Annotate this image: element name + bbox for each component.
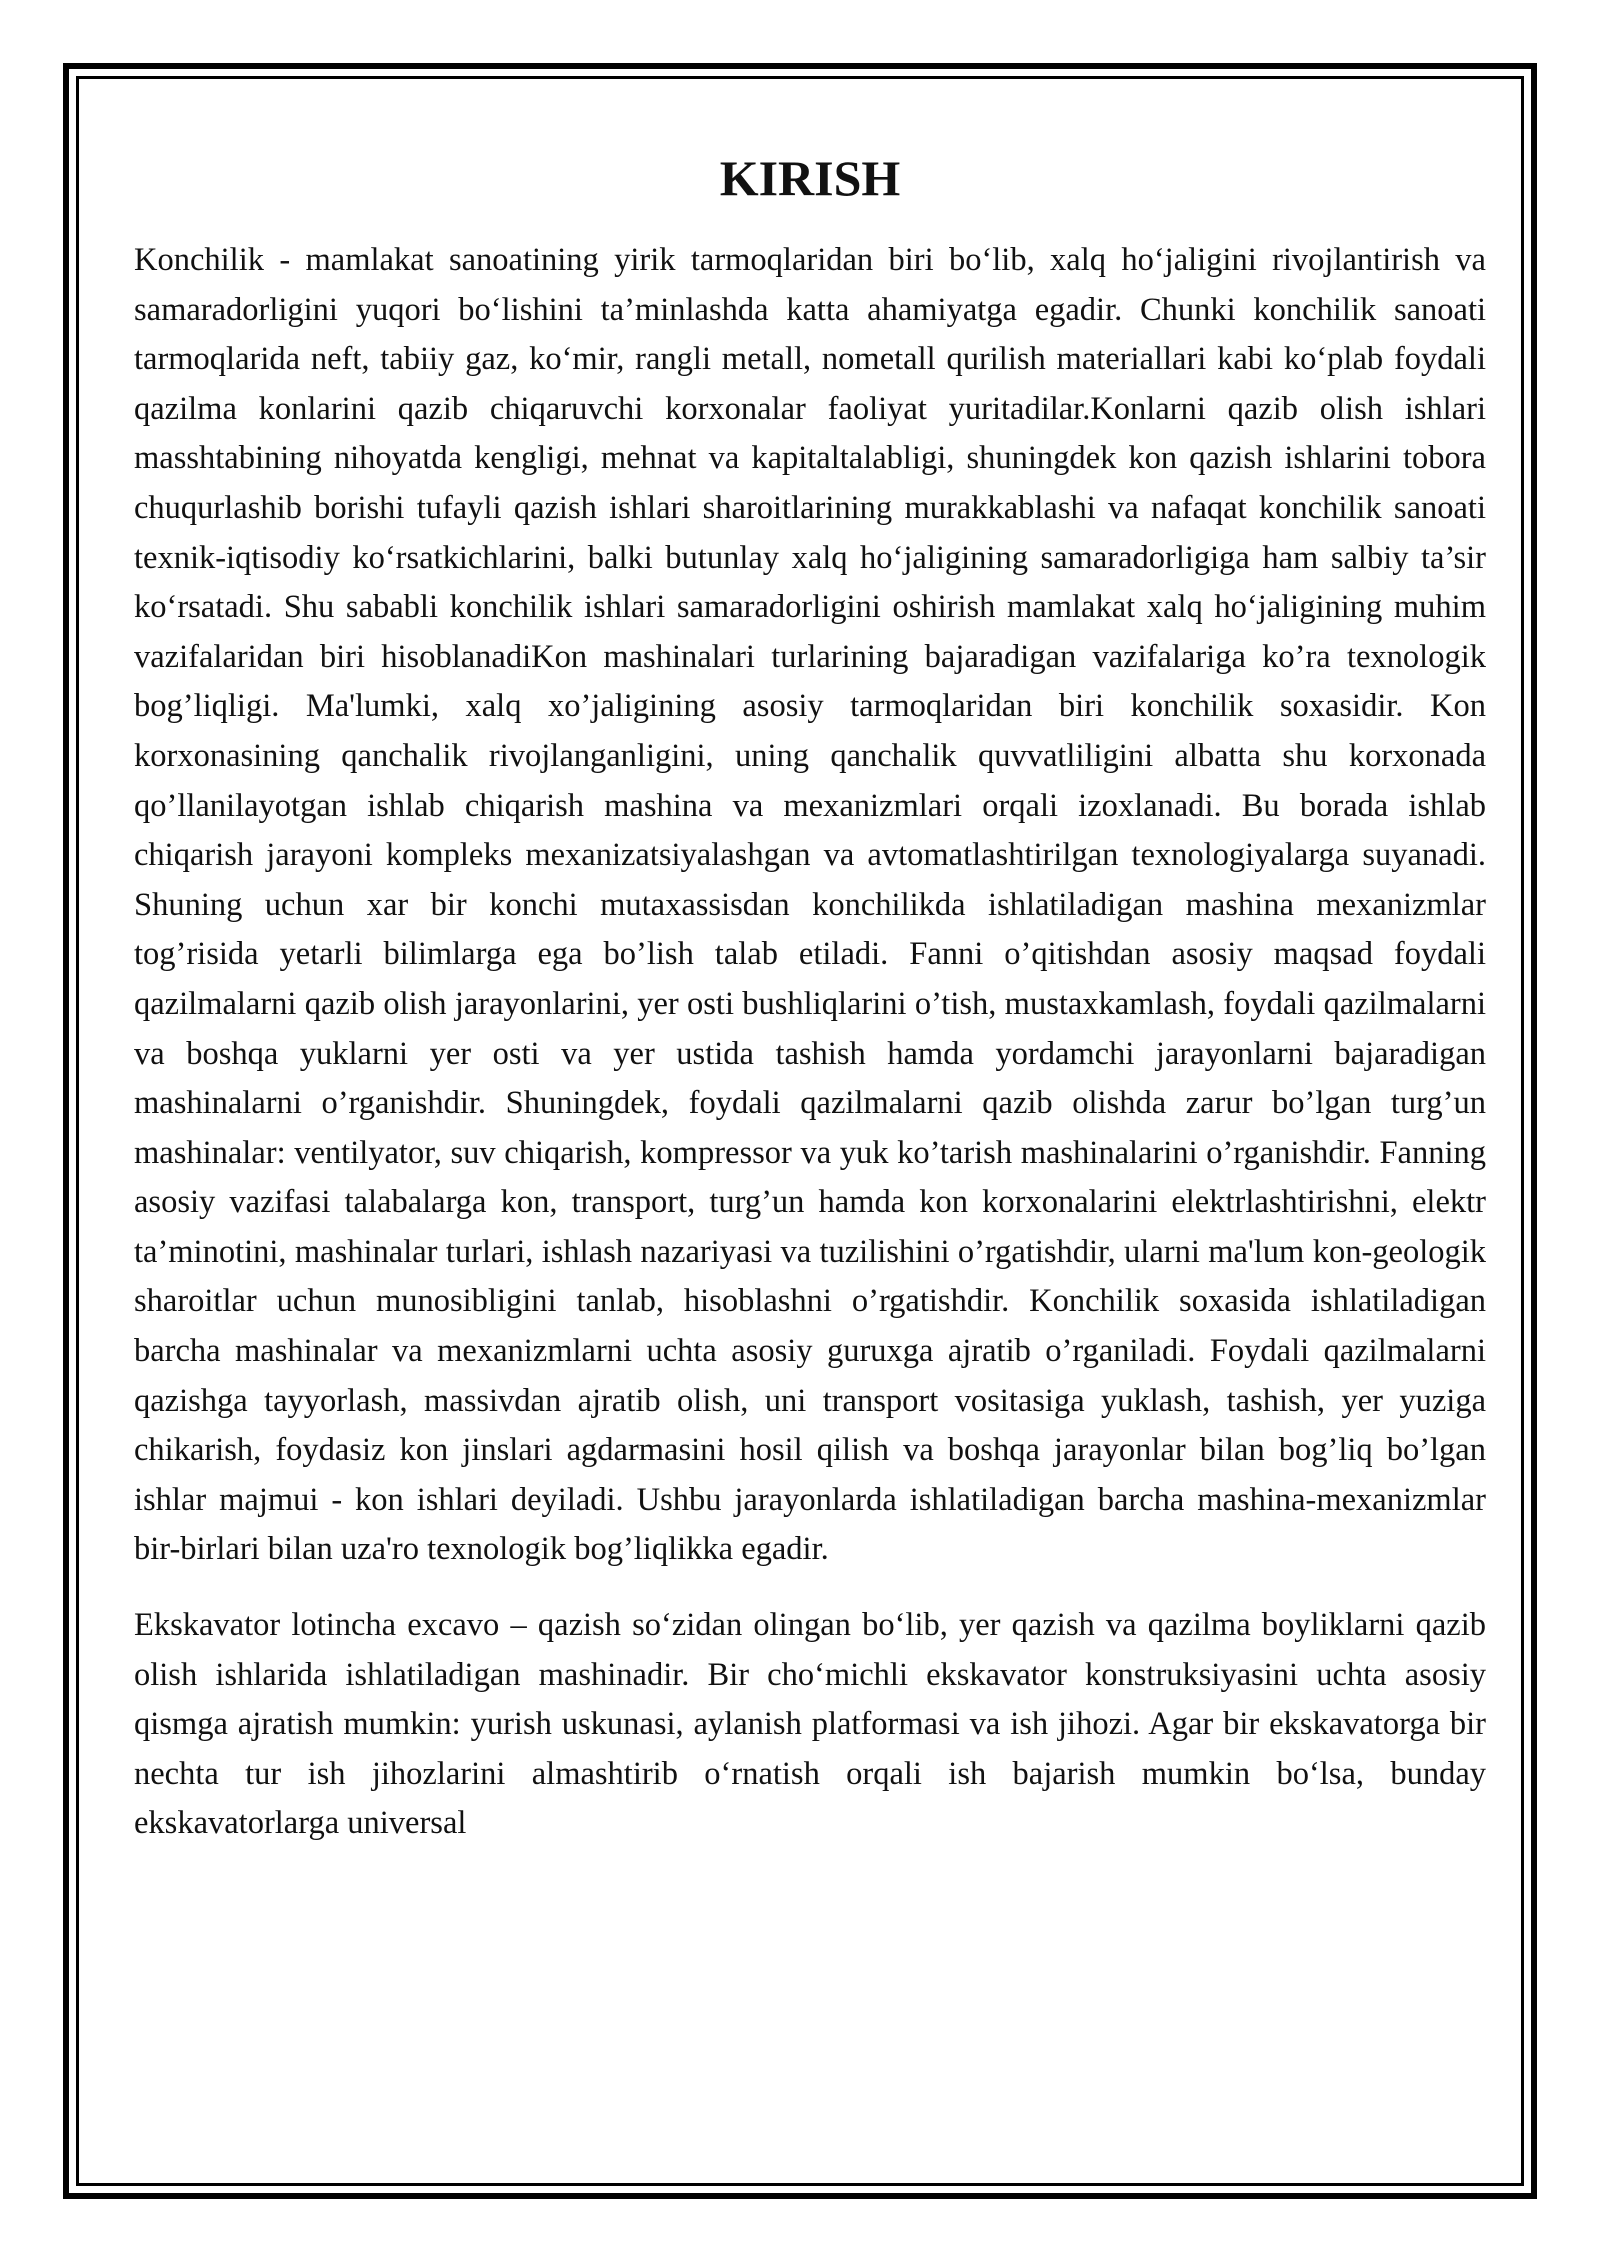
paragraph-intro: Konchilik - mamlakat sanoatining yirik tarmoqlaridan biri bo‘lib, xalq ho‘jaligini rivojlantirish va samaradorligini yuqori bo‘lishini ta’minlashda katta ahamiyatga egadir. Chunki konchilik sanoati tarmoqlarida neft, tabiiy gaz, ko‘mir, rangli metall, nometall qurilish materiallari kabi ko‘plab foydali qazilma konlarini qazib chiqaruvchi korxonalar faoliyat yuritadilar.Konlarni qazib olish ishlari masshtabining nihoyatda kengligi, mehnat va kapitaltalabligi, shuningdek kon qazish ishlarini tobora chuqurlashib borishi tufayli qazish ishlari sharoitlarining murakkablashi va nafaqat konchilik sanoati texnik-iqtisodiy ko‘rsatkichlarini, balki butunlay xalq ho‘jaligining samaradorligiga ham salbiy ta’sir ko‘rsatadi. Shu sababli konchilik ishlari samaradorligini oshirish mamlakat xalq ho‘jaligining muhim vazifalaridan biri hisoblanadiKon mashinalari turlarining bajaradigan vazifalariga ko’ra texnologik bog’liqligi. Ma'lumki, xalq xo’jaligining asosiy tarmoqlaridan biri konchilik soxasidir. Kon korxonasining qanchalik rivojlanganligini, uning qanchalik quvvatliligini albatta shu korxonada qo’llanilayotgan ishlab chiqarish mashina va mexanizmlari orqali izoxlanadi. Bu borada ishlab chiqarish jarayoni kompleks mexanizatsiyalashgan va avtomatlashtirilgan texnologiyalarga suyanadi. Shuning uchun xar bir konchi mutaxassisdan konchilikda ishlatiladigan mashina mexanizmlar tog’risida yetarli bilimlarga ega bo’lish talab etiladi. Fanni o’qitishdan asosiy maqsad foydali qazilmalarni qazib olish jarayonlarini, yer osti bushliqlarini o’tish, mustaxkamlash, foydali qazilmalarni va boshqa yuklarni yer osti va yer ustida tashish hamda yordamchi jarayonlarni bajaradigan mashinalarni o’rganishdir. Shuningdek, foydali qazilmalarni qazib olishda zarur bo’lgan turg’un mashinalar: ventilyator, suv chiqarish, kompressor va yuk ko’tarish mashinalarini o’rganishdir. Fanning asosiy vazifasi talabalarga kon, transport, turg’un hamda kon korxonalarini elektrlashtirishni, elektr ta’minotini, mashinalar turlari, ishlash nazariyasi va tuzilishini o’rgatishdir, ularni ma'lum kon-geologik sharoitlar uchun munosibligini tanlab, hisoblashni o’rgatishdir. Konchilik soxasida ishlatiladigan barcha mashinalar va mexanizmlarni uchta asosiy guruxga ajratib o’rganiladi. Foydali qazilmalarni qazishga tayyorlash, massivdan ajratib olish, uni transport vositasiga yuklash, tashish, yer yuziga chikarish, foydasiz kon jinslari agdarmasini hosil qilish va boshqa jarayonlar bilan bog’liq bo’lgan ishlar majmui - kon ishlari deyiladi. Ushbu jarayonlarda ishlatiladigan barcha mashina-mexanizmlar bir-birlari bilan uza'ro texnologik bog’liqlikka egadir. (134, 242, 1486, 1568)
paragraph-excavator: Ekskavator lotincha excavo – qazish so‘zidan olingan bo‘lib, yer qazish va qazilma boyliklarni qazib olish ishlarida ishlatiladigan mashinadir. Bir cho‘michli ekskavator konstruksiyasini uchta asosiy qismga ajratish mumkin: yurish uskunasi, aylanish platformasi va ish jihozi. Agar bir ekskavatorga bir nechta tur ish jihozlarini almashtirib o‘rnatish orqali ish bajarish mumkin bo‘lsa, bunday ekskavatorlarga universal (134, 1607, 1486, 1842)
document-body (134, 148, 1486, 1849)
page-title: KIRISH (719, 150, 901, 206)
